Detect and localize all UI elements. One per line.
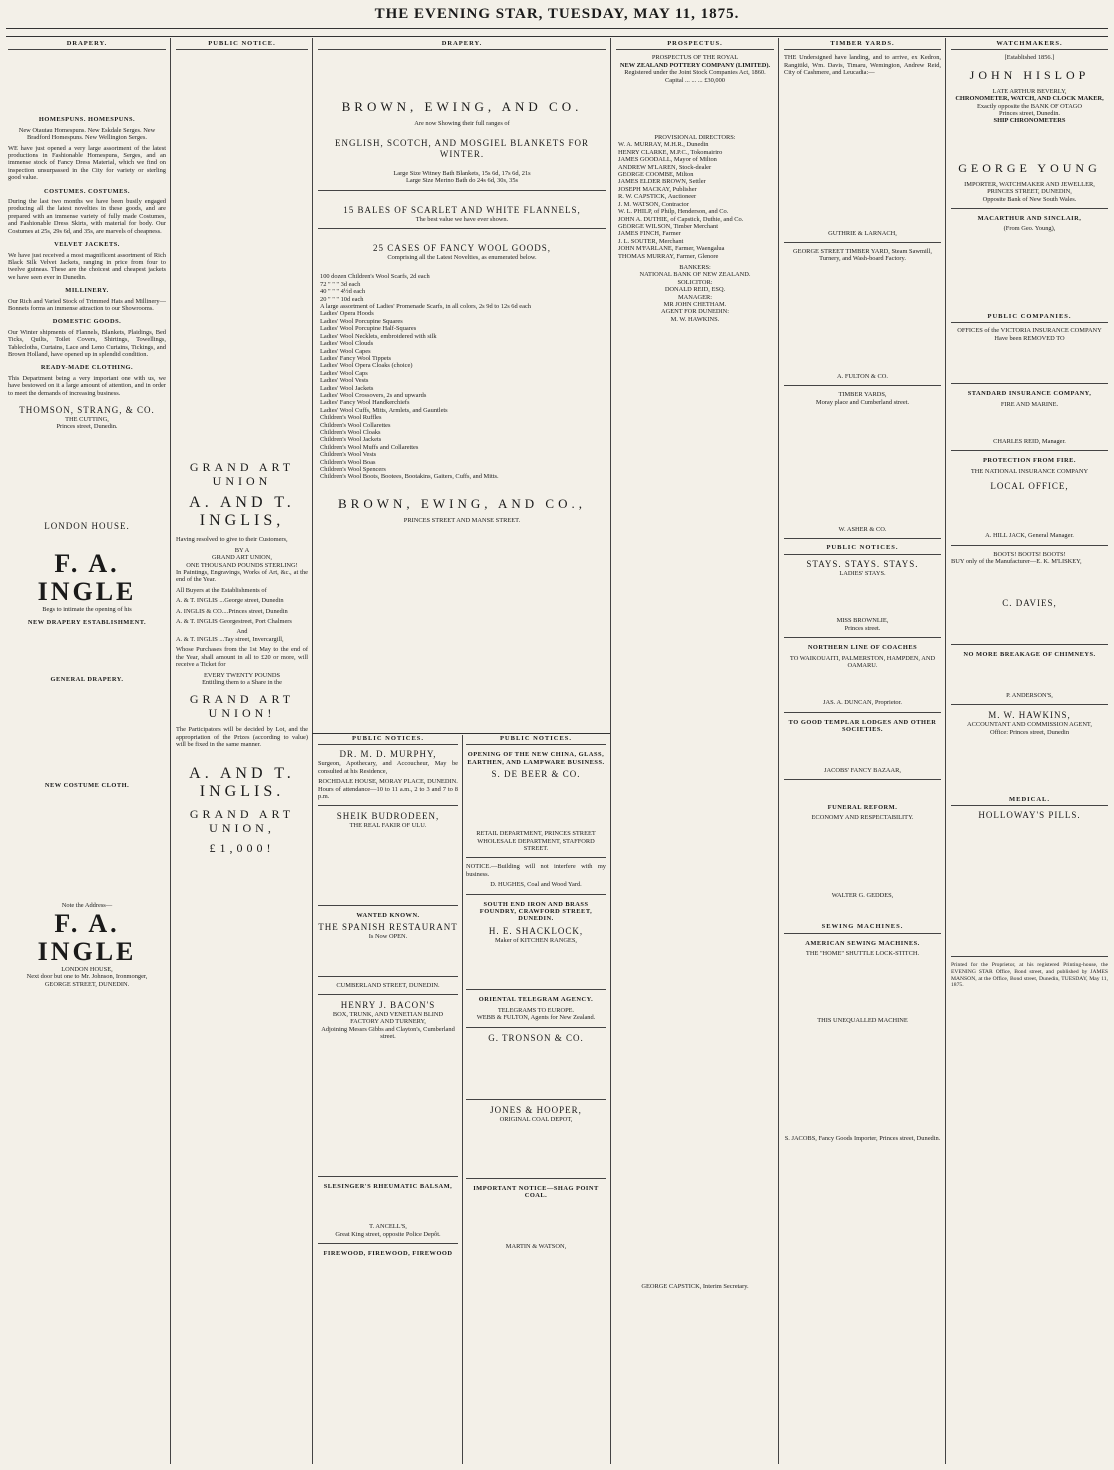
column-prospectus xyxy=(616,40,774,1464)
ad-text: MARTIN & WATSON, xyxy=(505,1242,567,1250)
ad-subheading: PROTECTION FROM FIRE. xyxy=(982,457,1077,465)
ad-text: Large Size Witney Bath Blankets, 15s 6d, 17s 6d, 21s xyxy=(393,169,531,177)
ad-text: Exactly opposite the BANK OF OTAGO xyxy=(976,102,1083,110)
ad-text: A. & T. INGLIS ...Tay street, Invercargill, xyxy=(176,635,284,643)
column-header-rule xyxy=(6,36,1108,37)
ad-title: S. DE BEER & CO. xyxy=(491,769,581,780)
ad-text: Registered under the Joint Stock Companies Act, 1860. xyxy=(624,69,766,77)
column-heading: MEDICAL. xyxy=(951,796,1108,806)
ad-subheading: OPENING OF THE NEW CHINA, GLASS, EARTHEN, AND LAMPWARE BUSINESS. xyxy=(467,751,605,766)
ad-subheading: MANAGER: xyxy=(677,293,713,301)
list-item: JAMES FINCH, Farmer xyxy=(618,230,681,238)
ad-text: P. ANDERSON'S, xyxy=(1006,691,1053,699)
ad-signature: A. FULTON & CO. xyxy=(837,372,888,380)
ad-title: HOMESPUNS. HOMESPUNS. xyxy=(38,116,136,124)
column-divider xyxy=(778,38,779,1464)
ad-subheading: ORIENTAL TELEGRAM AGENCY. xyxy=(478,996,594,1004)
list-item: Ladies' Wool Capes xyxy=(320,347,371,355)
ad-text: TO WAIKOUAITI, PALMERSTON, HAMPDEN, AND OAMARU. xyxy=(789,654,936,669)
column-drapery xyxy=(8,40,166,1464)
ad-text: MR JOHN CHETHAM. xyxy=(663,300,727,308)
ad-text: A. INGLIS & CO....Princes street, Dunedin xyxy=(176,607,288,615)
list-item: Ladies' Wool Crossovers, 2s and upwards xyxy=(320,391,427,399)
list-item: Ladies' Wool Necklets, embroidered with silk xyxy=(320,332,437,340)
column-heading: PROSPECTUS. xyxy=(616,40,774,50)
ad-text: D. HUGHES, Coal and Wood Yard. xyxy=(490,881,582,889)
list-item: Children's Wool Jackets xyxy=(320,436,382,444)
column-heading: PUBLIC NOTICES. xyxy=(318,735,458,745)
column-heading: PUBLIC NOTICES. xyxy=(784,544,941,554)
list-item: JOSEPH MACKAY, Publisher xyxy=(618,185,697,193)
column-heading: PUBLIC NOTICE. xyxy=(176,40,308,50)
ad-text: (From Geo. Young), xyxy=(1003,225,1056,233)
masthead-rule xyxy=(6,28,1108,29)
ad-banner: F. A. INGLE xyxy=(37,908,137,966)
section-rule xyxy=(312,733,610,734)
ad-title: HENRY J. BACON'S xyxy=(340,1000,436,1011)
ad-banner: A. AND T. INGLIS, xyxy=(189,494,295,530)
ad-text: T. ANCELL'S, xyxy=(369,1223,407,1231)
ad-text: Surgeon, Apothecary, and Accoucheur, May be consulted at his Residence, xyxy=(318,760,458,775)
ad-text: ACCOUNTANT AND COMMISSION AGENT, xyxy=(967,721,1092,729)
ad-title: SHIP CHRONOMETERS xyxy=(993,117,1066,125)
ad-subheading: STANDARD INSURANCE COMPANY, xyxy=(967,390,1092,398)
ad-text: LADIES' STAYS. xyxy=(839,569,886,577)
ad-text: Great King street, opposite Police Depôt. xyxy=(335,1230,441,1238)
ad-banner: A. AND T. INGLIS. xyxy=(189,764,295,800)
ad-subheading: NO MORE BREAKAGE OF CHIMNEYS. xyxy=(963,651,1096,659)
ad-text: WEBB & FULTON, Agents for New Zealand. xyxy=(476,1014,596,1022)
ad-subheading: FUNERAL REFORM. xyxy=(827,803,898,811)
wool-goods-list xyxy=(318,273,606,480)
list-item: Ladies' Wool Porcupine Half-Squares xyxy=(320,325,417,333)
ad-text: THE REAL FAKIR OF ULU. xyxy=(349,822,427,830)
ad-text: IMPORTER, WATCHMAKER AND JEWELLER, xyxy=(964,180,1095,188)
ad-text: NOTICE.—Building will not interfere with my business. xyxy=(466,863,606,878)
ad-title: GRAND ART UNION, xyxy=(189,806,295,835)
column-heading: DRAPERY. xyxy=(318,40,606,50)
list-item: Ladies' Wool Porcupine Squares xyxy=(320,317,403,325)
ad-title: SHEIK BUDRODEEN, xyxy=(336,811,440,822)
column-divider xyxy=(945,38,946,1464)
ad-signature: W. ASHER & CO. xyxy=(838,526,887,534)
ad-signature: JAS. A. DUNCAN, Proprietor. xyxy=(823,699,902,707)
list-item: Children's Wool Muffs and Collarettes xyxy=(320,443,419,451)
ad-text: TELEGRAMS TO EUROPE. xyxy=(497,1006,575,1014)
ad-subheading: SOUTH END IRON AND BRASS FOUNDRY, CRAWFORD STREET, DUNEDIN. xyxy=(479,900,593,923)
ad-signature: A. HILL JACK, General Manager. xyxy=(985,532,1074,540)
list-item: Children's Wool Spencers xyxy=(320,466,386,473)
ad-title: ENGLISH, SCOTCH, AND MOSGIEL BLANKETS FOR WINTER. xyxy=(335,137,589,159)
ad-title: DR. M. D. MURPHY, xyxy=(339,749,437,760)
ad-text: We have just received a most magnificent assortment of Rich Black Silk Velvet Jackets, ranging in price from four to twelve guineas. These are the choicest and cheapest jackets we have seen ever in Dunedin. xyxy=(8,251,166,281)
list-item: Ladies' Fancy Wool Handkerchiefs xyxy=(320,399,410,407)
list-item: Ladies' Opera Hoods xyxy=(320,310,374,318)
ad-text: FIRE AND MARINE. xyxy=(1000,400,1059,408)
ad-subheading: PROVISIONAL DIRECTORS: xyxy=(654,134,736,142)
ad-text: PRINCES STREET AND MANSE STREET. xyxy=(403,516,521,524)
ad-text: WE have just opened a very large assortment of the latest productions in Fashionable Homespuns, Serges, and an immense stock of Fancy Dress Material, which we find on inspection unsurpassed in the City for variety or sterling good value. xyxy=(8,144,166,182)
ad-title: G. TRONSON & CO. xyxy=(488,1032,584,1043)
ad-title: 25 CASES OF FANCY WOOL GOODS, xyxy=(372,243,552,254)
ad-text: EVERY TWENTY POUNDS xyxy=(203,671,281,679)
ad-text: Have been REMOVED TO xyxy=(994,334,1065,342)
ad-text: ORIGINAL COAL DEPOT, xyxy=(499,1115,573,1123)
ad-text: ECONOMY AND RESPECTABILITY. xyxy=(811,814,914,822)
ad-subheading: FIREWOOD, FIREWOOD, FIREWOOD xyxy=(323,1249,453,1257)
ad-text: JACOBS' FANCY BAZAAR, xyxy=(824,766,901,774)
ad-subheading: AGENT FOR DUNEDIN: xyxy=(660,308,730,316)
list-item: THOMAS MURRAY, Farmer, Glenore xyxy=(618,252,719,260)
column-heading: TIMBER YARDS. xyxy=(784,40,941,50)
ad-text: The best value we have ever shown. xyxy=(415,215,509,223)
list-item: Children's Wool Ruffles xyxy=(320,414,382,422)
ad-subheading: DOMESTIC GOODS. xyxy=(52,318,122,326)
list-item: Children's Wool Collarettes xyxy=(320,421,391,429)
ad-title: JONES & HOOPER, xyxy=(490,1104,582,1115)
ad-text: THE Undersigned have landing, and to arrive, ex Kedron, Rangitiki, Wm. Davis, Timaru, Wemington, Andrew Reid, City of Cashmere, and Leucadia:— xyxy=(784,54,941,77)
firm-name: THOMSON, STRANG, & CO. xyxy=(19,405,155,415)
ad-signature: GEORGE CAPSTICK, Interim Secretary. xyxy=(641,1283,749,1291)
list-item: W. L. PHILP, of Philp, Henderson, and Co. xyxy=(618,208,729,216)
ad-text: CUMBERLAND STREET, DUNEDIN. xyxy=(336,981,440,989)
ad-text: New Otautau Homespuns. New Eskdale Serges. New Bradford Homespuns. New Wellington Serges. xyxy=(18,126,156,142)
ad-title: GEORGE STREET TIMBER YARD, Steam Sawmill, Turnery, and Wash-board Factory. xyxy=(793,248,932,263)
ad-banner: JOHN HISLOP xyxy=(969,67,1090,82)
directors-list xyxy=(616,141,774,260)
list-item: JOHN A. DUTHIE, of Capstick, Duthie, and Co. xyxy=(618,215,744,223)
ad-signature: CHARLES REID, Manager. xyxy=(993,437,1066,445)
ad-subheading: THIS UNEQUALLED MACHINE xyxy=(817,1017,908,1025)
masthead: THE EVENING STAR, TUESDAY, MAY 11, 1875. xyxy=(374,6,740,22)
ad-banner: GEORGE YOUNG xyxy=(958,160,1101,175)
ad-subheading: MILLINERY. xyxy=(65,287,109,295)
column-heading: PUBLIC COMPANIES. xyxy=(951,313,1108,323)
ad-title: TIMBER YARDS, xyxy=(838,391,887,399)
list-item: J. M. WATSON, Contractor xyxy=(618,200,689,208)
list-item: R. W. CAPSTICK, Auctioneer xyxy=(618,193,697,201)
list-item: Ladies' Wool Opera Cloaks (choice) xyxy=(320,362,413,370)
ad-title: OFFICES of the VICTORIA INSURANCE COMPANY xyxy=(957,327,1102,335)
ad-text: ROCHDALE HOUSE, MORAY PLACE, DUNEDIN. xyxy=(318,778,458,786)
ad-text: The Participators will be decided by Lot, and the appropriation of the Prizes (according to value) will be fixed in the same manner. xyxy=(176,726,308,749)
list-item: Children's Wool Cloaks xyxy=(320,428,381,436)
ad-subheading: NORTHERN LINE OF COACHES xyxy=(807,644,918,652)
ad-title: THE NATIONAL INSURANCE COMPANY xyxy=(970,467,1089,475)
ad-text: BOX, TRUNK, AND VENETIAN BLIND FACTORY AND TURNERY, xyxy=(332,1011,444,1026)
ad-text: A. & T. INGLIS ...George street, Dunedin xyxy=(176,597,284,605)
list-item: Children's Wool Boas xyxy=(320,458,376,466)
ad-title: PROSPECTUS OF THE ROYAL xyxy=(651,54,739,62)
ad-text: Our Rich and Varied Stock of Trimmed Hats and Millinery—Bonnets forms an immense attraction to our Showrooms. xyxy=(8,297,166,312)
ad-text: Office: Princes street, Dunedin xyxy=(989,728,1070,736)
ad-subheading: GENERAL DRAPERY. xyxy=(50,675,124,683)
firm-subtitle: THE CUTTING, xyxy=(65,416,109,423)
ad-subheading: WANTED KNOWN. xyxy=(356,911,420,919)
ad-text: Note the Address— xyxy=(61,902,113,910)
column-public-notices-b xyxy=(466,735,606,1464)
list-item: Ladies' Fancy Wool Tippets xyxy=(320,354,391,362)
printer-imprint: Printed for the Proprietor, at his registered Printing-house, the EVENING STAR Office, Bond street, and published by JAMES MANSON, at the Office, Bond street, Dunedin, TUESDAY, May 11, 1875. xyxy=(951,962,1108,989)
ad-text: Moray place and Cumberland street. xyxy=(815,398,910,406)
list-item: JAMES ELDER BROWN, Settler xyxy=(618,178,706,186)
ad-text: Adjoining Messrs Gibbs and Clayton's, Cumberland street. xyxy=(321,1025,455,1041)
list-item: W. A. MURRAY, M.H.R., Dunedin xyxy=(618,141,709,149)
ad-subheading: READY-MADE CLOTHING. xyxy=(40,364,134,372)
ad-subheading: SLESINGER'S RHEUMATIC BALSAM, xyxy=(323,1182,453,1190)
ad-text: [Established 1856.] xyxy=(1004,54,1055,62)
ad-subheading: NEW DRAPERY ESTABLISHMENT. xyxy=(27,619,147,627)
ad-subheading: VELVET JACKETS. xyxy=(54,241,120,249)
list-item: Ladies' Wool Jackets xyxy=(320,384,374,392)
ad-text: Capital ... ... ... £30,000 xyxy=(665,76,725,84)
firm-address: Princes street, Dunedin. xyxy=(56,423,118,431)
column-heading: DRAPERY. xyxy=(8,40,166,50)
list-item: Ladies' Wool Clouds xyxy=(320,340,374,348)
ad-text: And xyxy=(236,628,248,636)
ad-text: NATIONAL BANK OF NEW ZEALAND. xyxy=(639,271,751,279)
ad-title: BOOTS! BOOTS! BOOTS! xyxy=(993,550,1066,558)
ad-text: M. W. HAWKINS. xyxy=(670,315,720,323)
list-item: Children's Wool Vests xyxy=(320,451,377,459)
ad-banner: BROWN, EWING, AND CO., xyxy=(338,495,586,511)
ad-text: Comprising all the Latest Novelties, as enumerated below. xyxy=(387,254,537,262)
list-item: 40 " " " 4½d each xyxy=(320,288,366,296)
column-divider xyxy=(170,38,171,1464)
ad-title: NEW ZEALAND POTTERY COMPANY (LIMITED). xyxy=(619,61,771,69)
list-item: Ladies' Wool Cuffs, Mitts, Armlets, and Gauntlets xyxy=(320,406,448,414)
ad-subheading: AMERICAN SEWING MACHINES. xyxy=(805,939,920,947)
ad-text: RETAIL DEPARTMENT, PRINCES STREET xyxy=(476,830,596,838)
ad-text: Next door but one to Mr. Johnson, Ironmonger, xyxy=(26,973,148,981)
ad-text: In Paintings, Engravings, Works of Art, &c., at the end of the Year. xyxy=(176,569,308,584)
list-item: HENRY CLARKE, M.P.C., Tokomairiro xyxy=(618,148,723,156)
ad-subheading: SOLICITOR: xyxy=(677,278,713,286)
ad-text: WHOLESALE DEPARTMENT, STAFFORD STREET. xyxy=(477,837,595,853)
ad-text: GRAND ART UNION, xyxy=(211,554,273,562)
ad-signature: MISS BROWNLIE, xyxy=(836,617,889,625)
ad-title: 15 BALES OF SCARLET AND WHITE FLANNELS, xyxy=(343,204,581,215)
ad-title: HOLLOWAY'S PILLS. xyxy=(978,810,1081,821)
ad-signature: WALTER G. GEDDES, xyxy=(831,891,894,899)
ad-subheading: MACARTHUR AND SINCLAIR, xyxy=(977,215,1082,223)
ad-title: GRAND ART UNION! xyxy=(189,692,295,721)
ad-text: LONDON HOUSE, xyxy=(61,965,113,973)
column-drapery-brown-ewing xyxy=(318,40,606,730)
ad-subheading: TO GOOD TEMPLAR LODGES AND OTHER SOCIETIES. xyxy=(788,718,937,734)
list-item: JOHN M'FARLANE, Farmer, Waengalua xyxy=(618,245,725,253)
ad-text: Is Now OPEN. xyxy=(368,933,408,941)
ad-title: STAYS. STAYS. STAYS. xyxy=(806,558,919,569)
ad-text: During the last two months we have been busily engaged producing all the latest novelties in these goods, and are prepared with an immense variety of fully made Costumes, and Fashionable Dress Skirts, with material for body. Our Costumes at 25s, 29s 6d, and 35s, are marvels of cheapness. xyxy=(8,198,166,235)
list-item: 20 " " " 10d each xyxy=(320,295,364,303)
column-divider xyxy=(610,38,611,1464)
ad-text: LATE ARTHUR BEVERLY, xyxy=(992,87,1067,95)
ad-text: Princes street, Dunedin. xyxy=(998,110,1061,118)
list-item: A large assortment of Ladies' Promenade Scarfs, in all colors, 2s 9d to 12s 6d each xyxy=(320,303,531,311)
column-heading: SEWING MACHINES. xyxy=(784,923,941,933)
list-item: Ladies' Wool Caps xyxy=(320,369,368,377)
column-public-notices-a xyxy=(318,735,458,1464)
ad-title: LONDON HOUSE. xyxy=(44,520,130,531)
ad-subheading: IMPORTANT NOTICE—SHAG POINT COAL. xyxy=(473,1184,599,1200)
list-item: ANDREW M'LAREN, Stock-dealer xyxy=(618,163,712,171)
ad-title: £1,000! xyxy=(209,840,275,855)
ad-title: LOCAL OFFICE, xyxy=(990,481,1069,492)
list-item: GEORGE WILSON, Timber Merchant xyxy=(618,222,718,230)
ad-title: THE SPANISH RESTAURANT xyxy=(318,922,458,933)
ad-text: THE "HOME" SHUTTLE LOCK-STITCH. xyxy=(805,949,920,957)
column-heading: PUBLIC NOTICES. xyxy=(466,735,606,745)
ad-text: Begs to intimate the opening of his xyxy=(42,605,132,613)
ad-signature: GUTHRIE & LARNACH, xyxy=(828,229,897,237)
list-item: GEORGE COOMBE, Milton xyxy=(618,171,694,179)
column-timber-yards xyxy=(784,40,941,1464)
ad-text: Our Winter shipments of Flannels, Blankets, Plaidings, Bed Ticks, Quilts, Toilet Covers, Shirtings, Towellings, Tablecloths, Curtains, Lace and Leno Curtains, Tickings, and Brown Holland, have opened up in splendid condition. xyxy=(8,328,166,358)
list-item: 100 dozen Children's Wool Scarfs, 2d each xyxy=(320,273,430,281)
ad-text: Whose Purchases from the 1st May to the end of the Year, shall amount in all to £20 or more, will receive a Ticket for xyxy=(176,646,308,669)
ad-title: CHRONOMETER, WATCH, AND CLOCK MAKER, xyxy=(955,95,1104,103)
ad-text: Entitling them to a Share in the xyxy=(202,678,282,686)
ad-title: M. W. HAWKINS, xyxy=(988,710,1071,721)
ad-subheading: BANKERS: xyxy=(679,263,711,271)
ad-title: C. DAVIES, xyxy=(1002,598,1057,609)
ad-text: PRINCES STREET, DUNEDIN, xyxy=(987,188,1072,196)
ad-signature: S. JACOBS, Fancy Goods Importer, Princes street, Dunedin. xyxy=(784,1134,941,1142)
ad-text: BY A xyxy=(234,546,250,554)
ad-subheading: NEW COSTUME CLOTH. xyxy=(44,782,130,790)
ad-banner: F. A. INGLE xyxy=(37,548,137,606)
ad-text: ONE THOUSAND POUNDS STERLING! xyxy=(186,561,298,569)
column-heading: WATCHMAKERS. xyxy=(951,40,1108,50)
list-item: Children's Wool Boots, Bootees, Bootakins, Gaiters, Cuffs, and Mitts. xyxy=(320,473,499,481)
ad-text: This Department being a very important one with us, we have bestowed on it a large amount of attention, and in order to meet the demands of increasing business. xyxy=(8,374,166,397)
ad-text: Maker of KITCHEN RANGES, xyxy=(494,936,577,944)
ad-text: BUY only of the Manufacturer—E. K. M'LISKEY, xyxy=(951,557,1082,565)
list-item: J. L. SOUTER, Merchant xyxy=(618,237,684,245)
ad-text: Opposite Bank of New South Wales. xyxy=(982,195,1077,203)
ad-text: DONALD REID, ESQ. xyxy=(664,286,726,294)
ad-text: Hours of attendance—10 to 11 a.m., 2 to 3 and 7 to 8 p.m. xyxy=(318,785,458,801)
ad-title: GRAND ART UNION xyxy=(189,460,295,489)
column-public-notice xyxy=(176,40,308,1464)
list-item: 72 " " " 3d each xyxy=(320,280,361,288)
ad-banner: BROWN, EWING, AND CO. xyxy=(341,99,583,115)
ad-subheading: COSTUMES. COSTUMES. xyxy=(43,187,131,195)
ad-text: Large Size Merino Bath do 24s 6d, 30s, 35s xyxy=(405,177,519,185)
column-divider xyxy=(462,735,463,1464)
list-item: Ladies' Wool Vests xyxy=(320,377,369,385)
ad-text: GEORGE STREET, DUNEDIN. xyxy=(44,980,130,988)
ad-text: All Buyers at the Establishments of xyxy=(176,586,267,594)
ad-text: Are now Showing their full ranges of xyxy=(414,120,510,128)
ad-text: Having resolved to give to their Customers, xyxy=(176,536,288,544)
ad-title: H. E. SHACKLOCK, xyxy=(488,925,584,936)
column-divider xyxy=(312,38,313,1464)
column-watchmakers xyxy=(951,40,1108,1464)
list-item: JAMES GOODALL, Mayor of Milton xyxy=(618,156,717,164)
ad-text: Princes street. xyxy=(844,624,881,632)
ad-text: A. & T. INGLIS Georgestreet, Port Chalmers xyxy=(176,618,292,626)
